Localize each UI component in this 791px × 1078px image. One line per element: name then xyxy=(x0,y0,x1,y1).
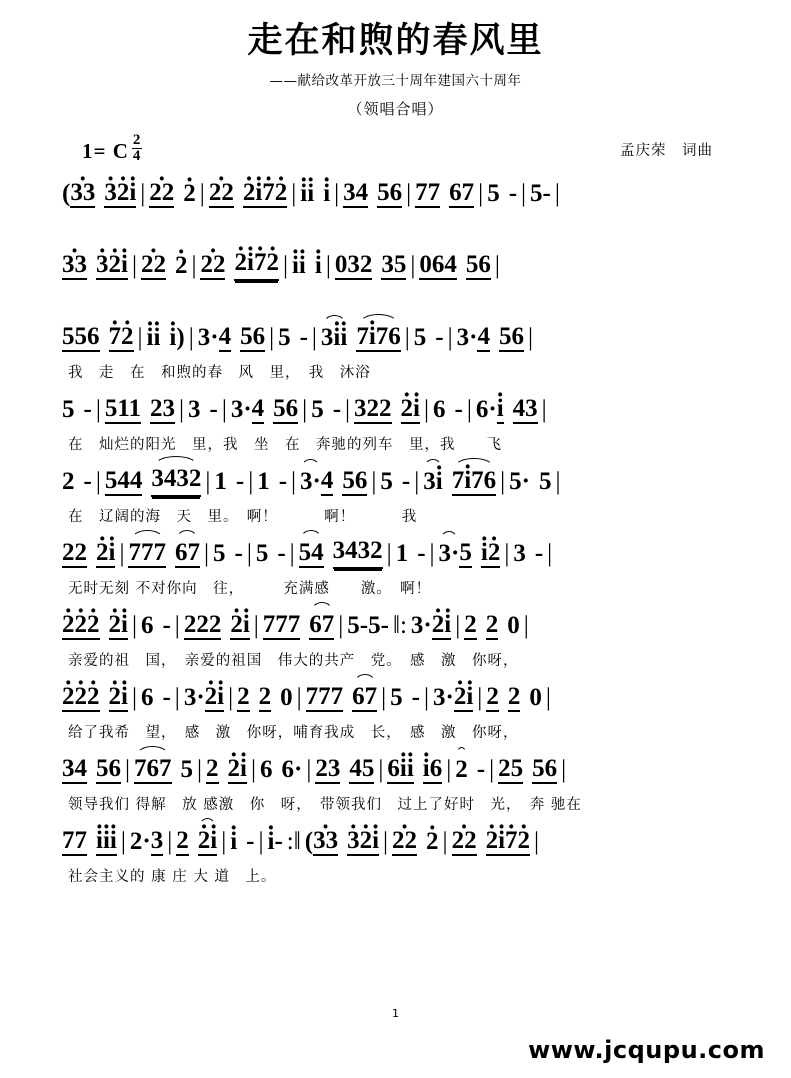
lyrics-line-2 xyxy=(62,289,741,315)
key-and-composer-line xyxy=(0,131,791,171)
website-watermark: www.jcqupu.com xyxy=(528,1036,765,1064)
music-system-10 xyxy=(0,819,791,891)
music-system-5 xyxy=(0,459,791,531)
lyrics-line-10: 社会主义的 康 庄 大 道 上。 xyxy=(68,868,277,885)
notation-line-3: 556 7 ·2 · | i · i · i · ) | 3· 4 56 | 5 - | 3i ·i · 7i ·76 | 5 - | 3· 4 56 | xyxy=(62,315,741,361)
notation-line-9: 34 56 | 767 5 | 2 2 ·i · | 6 6· | 23 45 | 6i ·i · i ·6 | 2 - | 25 56 | xyxy=(62,747,741,793)
lyrics-line-9: 领导我们 得解 放 感激 你 呀， 带领我们 过上了好时 光， 奔 驰在 xyxy=(68,796,582,813)
music-system-3 xyxy=(0,315,791,387)
time-signature-denominator: 4 xyxy=(132,147,142,164)
lyrics-line-5: 在 辽阔的海 天 里。 啊！ 啊！ 我 xyxy=(68,508,418,525)
lyrics-line-1 xyxy=(62,217,741,243)
page-subtitle: ——献给改革开放三十周年建国六十周年 xyxy=(269,72,522,89)
notation-line-1: ( 33 · 3 ·2 ·i · | 22 · 2 · | 22 · 2 ·i ·7 ·2 · | i · i · i · | 34 56 | 77 67 | 5 - | 5 - | xyxy=(62,171,741,217)
performance-note: （领唱合唱） xyxy=(347,99,444,118)
page-title: 走在和煦的春风里 xyxy=(247,21,544,61)
lyrics-line-7: 亲爱的祖 国， 亲爱的祖国 伟大的共产 党。 感 激 你呀， xyxy=(68,652,519,669)
notation-line-6: 22 2 ·i · | 777 67 | 5 - | 5 - | 54 3432 | 1 - | 3· 5 i ·2 · | 3 - | xyxy=(62,531,741,577)
notation-line-8: 2 ·2 ·2 · 2 ·i · | 6 - | 3· 2 · i · | 2 2 0 | 777 67 | 5 - | 3· 2 · i · | 2 2 0 | xyxy=(62,675,741,721)
lyrics-line-6: 无时无刻 不对你向 往， 充满感 激。 啊！ xyxy=(68,580,432,597)
key-label: 1= C xyxy=(82,138,129,163)
notation-line-4: 5 - | 511 23 | 3 - | 3· 4 56 | 5 - | 322 2 ·i · | 6 - | 6· i · 43 | xyxy=(62,387,741,433)
music-system-4 xyxy=(0,387,791,459)
lyrics-line-4: 在 灿烂的阳光 里，我 坐 在 奔驰的列车 里，我 飞 xyxy=(68,436,502,453)
notation-line-5: 2 - | 544 3432 | 1 - | 1 - | 3· 4 56 | 5 - | 3i · 7i ·76 | 5· 5 | xyxy=(62,459,741,505)
notation-line-7: 2 ·2 ·2 · 2 ·i · | 6 - | 222 2 ·i · | 777 67 | 5 - 5 - ‖: 3· 2 · i · | 2 2 0 | xyxy=(62,603,741,649)
page-number: 1 xyxy=(392,1007,399,1020)
music-system-9 xyxy=(0,747,791,819)
music-system-2 xyxy=(0,243,791,315)
sheet-music-page xyxy=(0,22,791,1078)
key-signature xyxy=(82,133,142,164)
lyrics-line-3: 我 走 在 和煦的春 风 里， 我 沐浴 xyxy=(68,364,371,381)
music-system-8 xyxy=(0,675,791,747)
music-system-7 xyxy=(0,603,791,675)
time-signature xyxy=(132,133,143,164)
lyrics-line-8: 给了我希 望， 感 激 你呀，哺育我成 长， 感 激 你呀， xyxy=(68,724,519,741)
notation-line-10: 77 i ·i ·i · | 2· 3 | 2 2 ·i · | i · - | i · - :‖ ( 33 · 3 ·2 ·i · | 22 · 2 · | 22 · 2 ·i ·7 ·2 · | xyxy=(62,819,741,865)
composer-credit: 孟庆荣 词曲 xyxy=(620,142,713,159)
music-system-6 xyxy=(0,531,791,603)
music-system-1 xyxy=(0,171,791,243)
time-signature-numerator: 2 xyxy=(132,131,142,148)
notation-line-2: 33 · 3 ·2 ·i · | 22 · 2 · | 22 · 2 ·i ·7 ·2 · | i · i · i · | 032 35 | 064 56 | xyxy=(62,243,741,289)
